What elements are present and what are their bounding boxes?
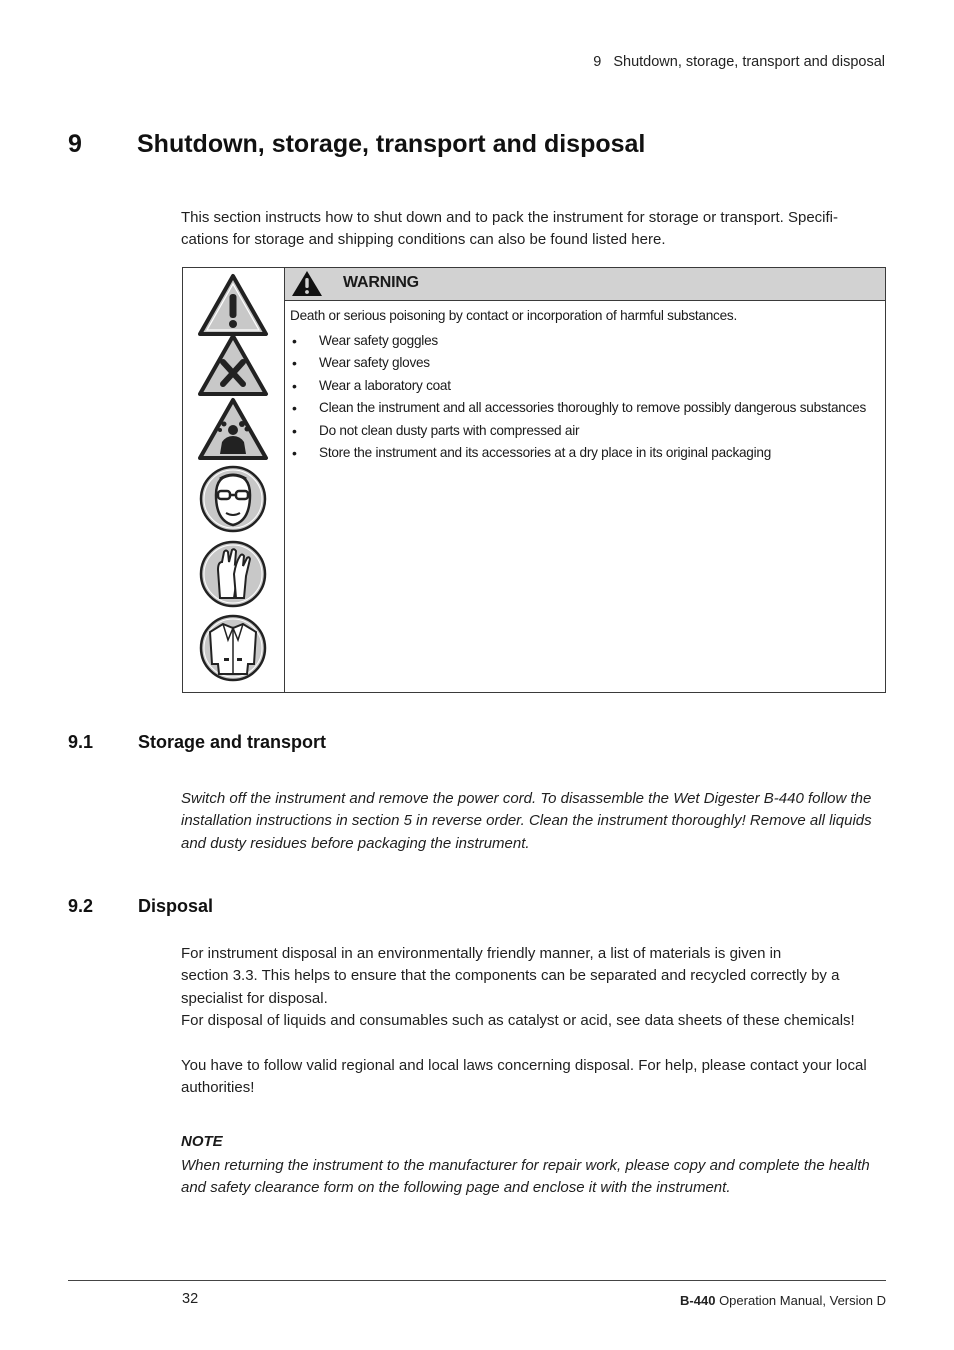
- note-label: NOTE: [181, 1133, 223, 1150]
- section-title: Storage and transport: [138, 732, 327, 752]
- list-item: • Wear safety goggles: [290, 330, 881, 353]
- disposal-line: For disposal of liquids and consumables such as catalyst or acid, see data sheets of these chemicals!: [181, 1012, 855, 1030]
- footer-model: B-440: [680, 1293, 716, 1308]
- section-heading-disposal: [68, 896, 213, 917]
- section-title: Disposal: [138, 896, 214, 916]
- chapter-title: [68, 130, 645, 159]
- wear-lab-coat-icon: [196, 614, 270, 682]
- intro-paragraph: This section instructs how to shut down and to pack the instrument for storage or transport. Specifi-cations for storage and shipping conditions can also be found listed here.: [181, 209, 838, 249]
- toxic-fumes-icon: [196, 396, 270, 464]
- note-text: When returning the instrument to the manufacturer for repair work, please copy and complete the health and safety clearance form on the following page and enclose it with the instrument.: [181, 1157, 870, 1197]
- list-item: • Do not clean dusty parts with compressed air: [290, 420, 881, 443]
- warning-title: WARNING: [343, 274, 419, 291]
- footer-rule: [68, 1280, 886, 1281]
- list-item: • Store the instrument and its accessories at a dry place in its original packaging: [290, 442, 881, 465]
- chapter-number: 9: [68, 130, 82, 158]
- storage-paragraph: Switch off the instrument and remove the power cord. To disassemble the Wet Digester B-440 follow the installation instructions in section 5 in reverse order. Clean the instrument thoroughly! Remove all liquids and dusty residues before packaging the instrument.: [181, 790, 872, 852]
- disposal-line: You have to follow valid regional and local laws concerning disposal. For help, please contact your local authorities!: [181, 1057, 867, 1097]
- running-header: [480, 54, 885, 70]
- section-number: 9.2: [68, 896, 94, 916]
- chapter-title-text: Shutdown, storage, transport and disposal: [137, 130, 646, 158]
- warning-list: [290, 330, 881, 465]
- list-item: • Wear a laboratory coat: [290, 375, 881, 398]
- wear-goggles-icon: [196, 465, 270, 533]
- running-header-number: 9: [593, 54, 602, 70]
- warning-lead: Death or serious poisoning by contact or incorporation of harmful substances.: [290, 308, 737, 323]
- warning-triangle-icon: [291, 270, 323, 297]
- disposal-paragraph: [181, 943, 885, 1100]
- list-item: • Clean the instrument and all accessories thoroughly to remove possibly dangerous substances: [290, 397, 881, 420]
- footer-manual: Operation Manual, Version D: [715, 1293, 886, 1308]
- warning-box: [182, 267, 886, 693]
- disposal-line: For instrument disposal in an environmentally friendly manner, a list of materials is given in: [181, 945, 782, 962]
- running-header-title: Shutdown, storage, transport and disposal: [613, 54, 885, 70]
- page-number: 32: [182, 1291, 199, 1307]
- disposal-line: section 3.3. This helps to ensure that the components can be separated and recycled correctly by a specialist for disposal.: [181, 967, 840, 1007]
- warning-body: [290, 305, 881, 465]
- warning-icon-column: [183, 268, 285, 692]
- harmful-substance-icon: [196, 332, 270, 400]
- section-heading-storage: [68, 732, 326, 753]
- wear-gloves-icon: [196, 540, 270, 608]
- warning-header: [285, 268, 885, 301]
- list-item: • Wear safety gloves: [290, 352, 881, 375]
- section-number: 9.1: [68, 732, 94, 752]
- general-warning-icon: [196, 272, 270, 340]
- footer-manual-title: [560, 1293, 886, 1308]
